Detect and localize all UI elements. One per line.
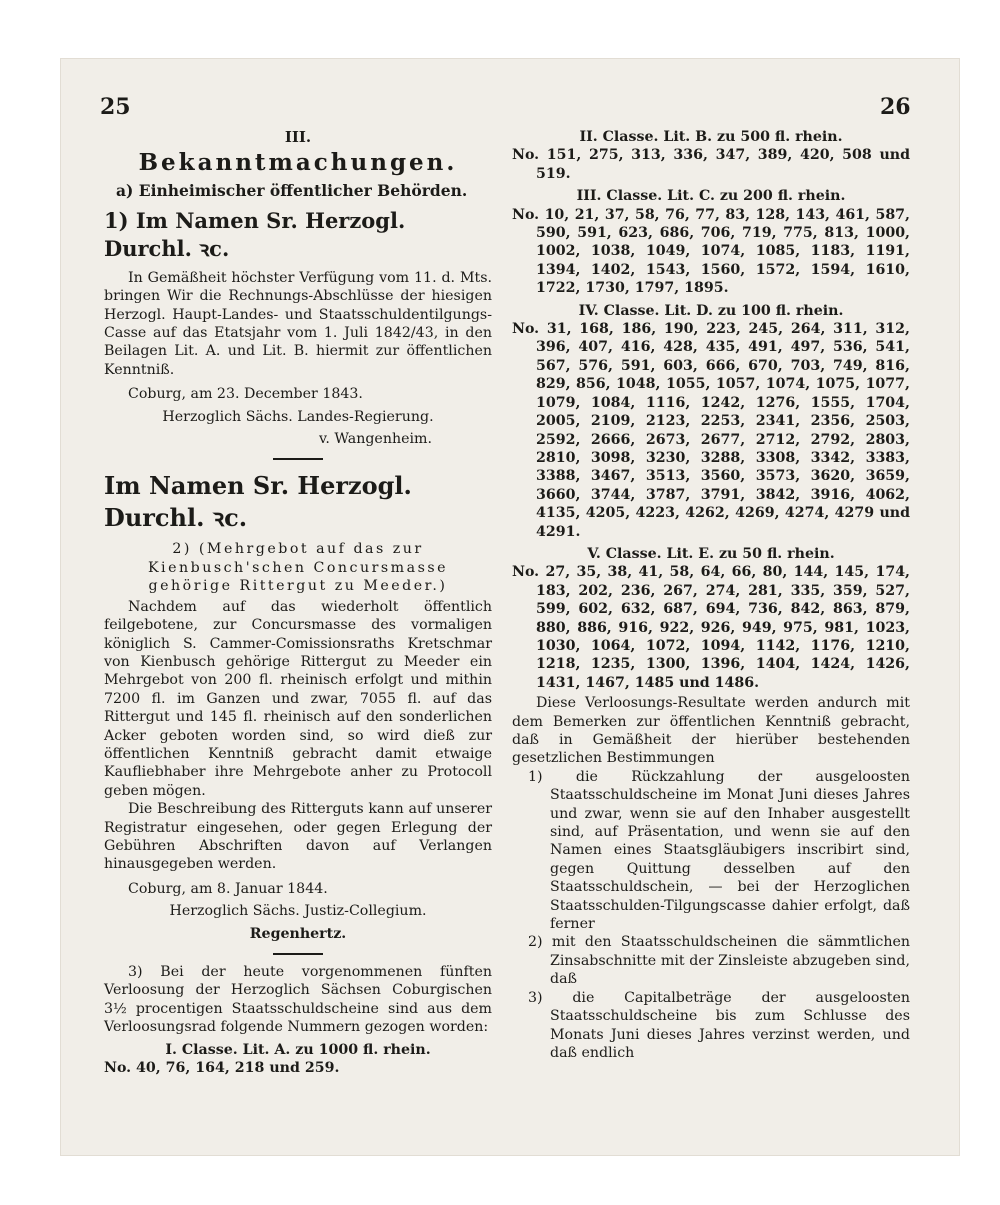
section-heading: Bekanntmachungen.: [138, 149, 458, 177]
notice1-place-date: Coburg, am 23. December 1843.: [128, 386, 363, 403]
class-numbers: No. 10, 21, 37, 58, 76, 77, 83, 128, 143, 461, 587, 590, 591, 623, 686, 706, 719, 775, 813, 1000, 1002, 1038, 1049, 1074, 1085, 1183, 1191, 1394, 1402, 1543, 1560, 1572, 1594, 1610, 1722, 1730, 1797, 1895.: [512, 206, 910, 297]
notice2-title: Im Namen Sr. Herzogl. Durchl. ꝛc.: [104, 471, 412, 533]
notice1-title: 1) Im Namen Sr. Herzogl. Durchl. ꝛc.: [104, 207, 406, 261]
class-numbers: No. 151, 275, 313, 336, 347, 389, 420, 508 und 519.: [512, 147, 910, 182]
notice1-body: In Gemäßheit höchster Verfügung vom 11. d. Mts. bringen Wir die Rechnungs-Abschlüsse der hiesigen Herzogl. Haupt-Landes- und Staatsschuldentilgungs-Casse auf das Etatsjahr vom 1. Juli 1842/43, in den Beilagen Lit. A. und Lit. B. hiermit zur öffentlichen Kenntniß.: [104, 269, 492, 378]
results-intro: Diese Verloosungs-Resultate werden andurch mit dem Bemerken zur öffentlichen Kenntniß gebracht, daß in Gemäßheit der hierüber bestehenden gesetzlichen Bestimmungen: [512, 695, 910, 767]
left-page-number: 25: [100, 94, 131, 120]
notice2-subtitle: 2) (Mehrgebot auf das zur Kienbusch'schen Concursmasse gehörige Rittergut zu Meeder.): [147, 541, 449, 595]
notice3-body: 3) Bei der heute vorgenommenen fünften Verloosung der Herzoglich Sächsen Coburgischen 3½ procentigen Staatsschuldscheine sind aus dem Verloosungsrad folgende Nummern gezogen worden:: [104, 964, 492, 1036]
notice2-body2: Die Beschreibung des Ritterguts kann auf unserer Registratur eingesehen, oder gegen Erlegung der Gebühren Abschriften davon auf Verlangen hinausgegeben werden.: [104, 801, 492, 873]
class-numbers: No. 27, 35, 38, 41, 58, 64, 66, 80, 144, 145, 174, 183, 202, 236, 267, 274, 281, 335, 359, 527, 599, 602, 632, 687, 694, 736, 842, 863, 879, 880, 886, 916, 922, 926, 949, 975, 981, 1023, 1030, 1064, 1072, 1094, 1142, 1176, 1210, 1218, 1235, 1300, 1396, 1404, 1424, 1426, 1431, 1467, 1485 und 1486.: [512, 564, 910, 691]
class-heading: II. Classe. Lit. B. zu 500 fl. rhein.: [579, 129, 843, 145]
class-numbers: No. 40, 76, 164, 218 und 259.: [104, 1060, 340, 1077]
notice2-place-date: Coburg, am 8. Januar 1844.: [128, 880, 328, 897]
notice2-body1: Nachdem auf das wiederholt öffentlich feilgebotene, zur Concursmasse des vormaligen königlich S. Cammer-Comissionsraths Kretschmar von Kienbusch gehörige Rittergut zu Meeder ein Mehrgebot von 200 fl. rheinisch erfolgt und mithin 7200 fl. im Ganzen und zwar, 7055 fl. auf das Rittergut und 145 fl. rheinisch auf den sonderlichen Acker geboten worden sind, so wird dieß zur öffentlichen Kenntniß gebracht damit etwaige Kaufliebhaber ihre Mehrgebote anher zu Protocoll geben mögen.: [104, 598, 492, 799]
notice2-signature: Regenhertz.: [249, 925, 347, 942]
class-heading: IV. Classe. Lit. D. zu 100 fl. rhein.: [578, 302, 844, 319]
provision-item: 1) die Rückzahlung der ausgeloosten Staatsschuldscheine im Monat Juni dieses Jahres und zwar, wenn sie auf den Inhaber ausgestellt sind, auf Präsentation, und wenn sie auf den Namen eines Staatsgläubigers inscribirt sind, gegen Quittung desselben auf den Staatsschuldschein, — bei der Herzoglichen Staatsschulden-Tilgungscasse dahier erfolgt, daß ferner: [528, 768, 910, 933]
divider: [273, 458, 323, 460]
notice1-signature: v. Wangenheim.: [319, 431, 432, 448]
notice1-authority: Herzoglich Sächs. Landes-Regierung.: [162, 408, 434, 425]
right-page-number: 26: [880, 94, 911, 120]
class-heading: III. Classe. Lit. C. zu 200 fl. rhein.: [576, 188, 846, 205]
left-column: [104, 128, 492, 1077]
notice2-authority: Herzoglich Sächs. Justiz-Collegium.: [169, 903, 427, 920]
divider: [273, 953, 323, 955]
class-heading: V. Classe. Lit. E. zu 50 fl. rhein.: [587, 545, 835, 562]
class-numbers: No. 31, 168, 186, 190, 223, 245, 264, 311, 312, 396, 407, 416, 428, 435, 491, 497, 536, 541, 567, 576, 591, 603, 666, 670, 703, 749, 816, 829, 856, 1048, 1055, 1057, 1074, 1075, 1077, 1079, 1084, 1116, 1242, 1276, 1555, 1704, 2005, 2109, 2123, 2253, 2341, 2356, 2503, 2592, 2666, 2673, 2677, 2712, 2792, 2803, 2810, 3098, 3230, 3288, 3308, 3342, 3383, 3388, 3467, 3513, 3560, 3573, 3620, 3659, 3660, 3744, 3787, 3791, 3842, 3916, 4062, 4135, 4205, 4223, 4262, 4269, 4274, 4279 und 4291.: [512, 321, 910, 540]
class-heading: I. Classe. Lit. A. zu 1000 fl. rhein.: [165, 1041, 431, 1058]
provision-item: 3) die Capitalbeträge der ausgeloosten Staatsschuldscheine bis zum Schlusse des Monats Juni dieses Jahres verzinst werden, und daß endlich: [528, 989, 910, 1061]
provision-item: 2) mit den Staatsschuldscheinen die sämmtlichen Zinsabschnitte mit der Zinsleiste abzugeben sind, daß: [528, 934, 910, 988]
right-column: [512, 128, 910, 1062]
subheading: a) Einheimischer öffentlicher Behörden.: [116, 181, 468, 201]
section-number: III.: [284, 128, 312, 146]
